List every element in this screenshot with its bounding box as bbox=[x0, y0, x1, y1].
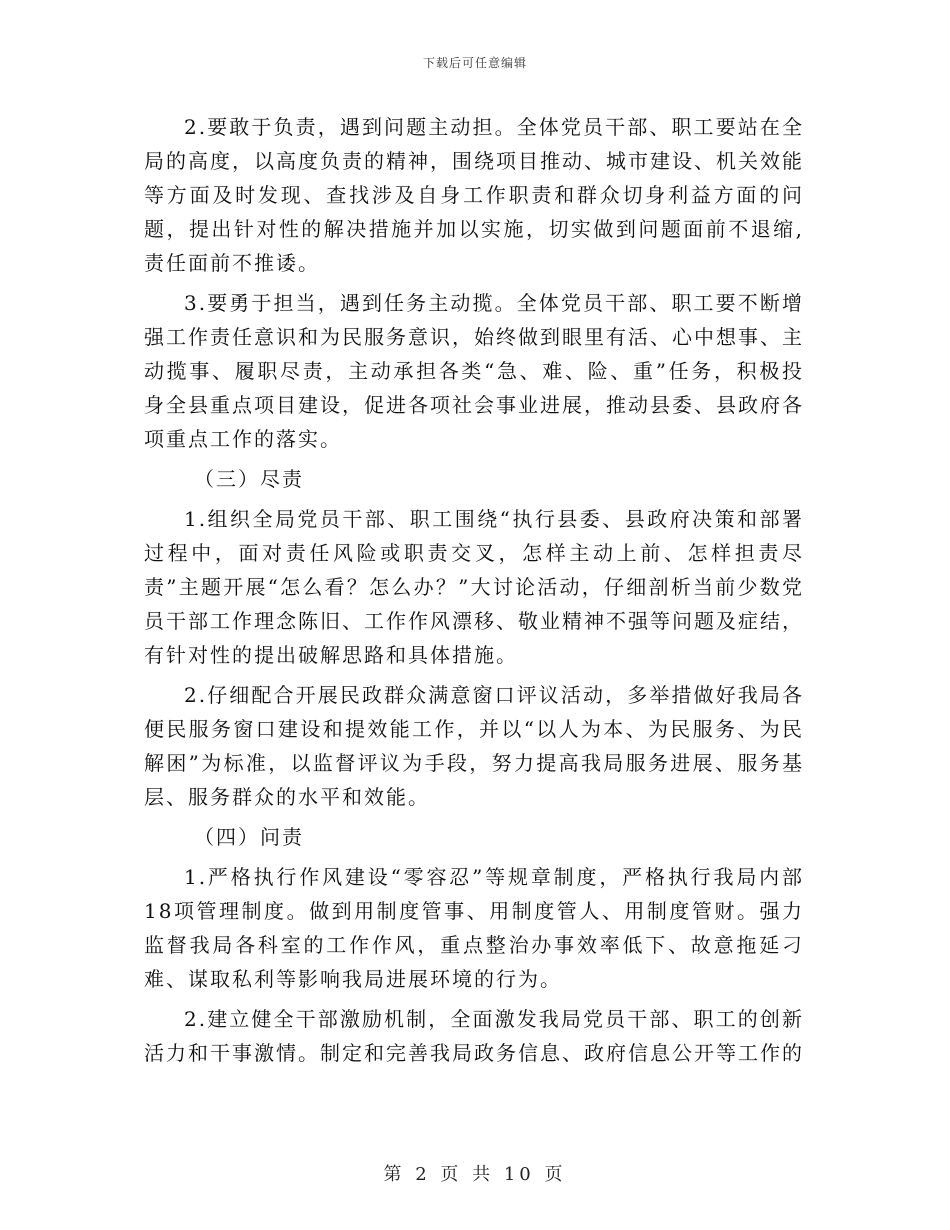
paragraph-incentive: 2.建立健全干部激励机制，全面激发我局党员干部、职工的创新活力和干事激情。制定和完善我局政务信息、政府信息公开等工作的 bbox=[144, 1007, 804, 1065]
section-heading-4: （四）问责 bbox=[194, 825, 304, 849]
header-note: 下载后可任意编辑 bbox=[422, 56, 527, 70]
paragraph-3-take-on: 3.要勇于担当，遇到任务主动揽。全体党员干部、职工要不断增强工作责任意识和为民服务意识，始终做到眼里有活、心中想事、主动揽事、履职尽责，主动承担各类“急、难、险、重”任务，积极投身全县重点项目建设，促进各项社会事业进展，推动县委、县政府各项重点工作的落实。 bbox=[144, 291, 804, 451]
paragraph-rules: 1.严格执行作风建设“零容忍”等规章制度，严格执行我局内部18项管理制度。做到用制度管事、用制度管人、用制度管财。强力监督我局各科室的工作作风，重点整治办事效率低下、故意拖延刁难、谋取私利等影响我局进展环境的行为。 bbox=[144, 865, 804, 991]
section-heading-3: （三）尽责 bbox=[194, 467, 304, 491]
paragraph-discussion: 1.组织全局党员干部、职工围绕“执行县委、县政府决策和部署过程中，面对责任风险或职责交叉，怎样主动上前、怎样担责尽责”主题开展“怎么看？怎么办？”大讨论活动，仔细剖析当前少数党员干部工作理念陈旧、工作作风漂移、敬业精神不强等问题及症结，有针对性的提出破解思路和具体措施。 bbox=[144, 507, 804, 667]
page-number: 第 2 页 共 10 页 bbox=[383, 1164, 567, 1185]
document-body bbox=[144, 110, 804, 1076]
paragraph-2-responsibility: 2.要敢于负责，遇到问题主动担。全体党员干部、职工要站在全局的高度，以高度负责的精神，围绕项目推动、城市建设、机关效能等方面及时发现、查找涉及自身工作职责和群众切身利益方面的问题，提出针对性的解决措施并加以实施，切实做到问题面前不退缩,责任面前不推诿。 bbox=[144, 115, 804, 275]
paragraph-window-review: 2.仔细配合开展民政群众满意窗口评议活动，多举措做好我局各便民服务窗口建设和提效能工作，并以“以人为本、为民服务、为民解困”为标准，以监督评议为手段，努力提高我局服务进展、服务基层、服务群众的水平和效能。 bbox=[144, 683, 804, 809]
